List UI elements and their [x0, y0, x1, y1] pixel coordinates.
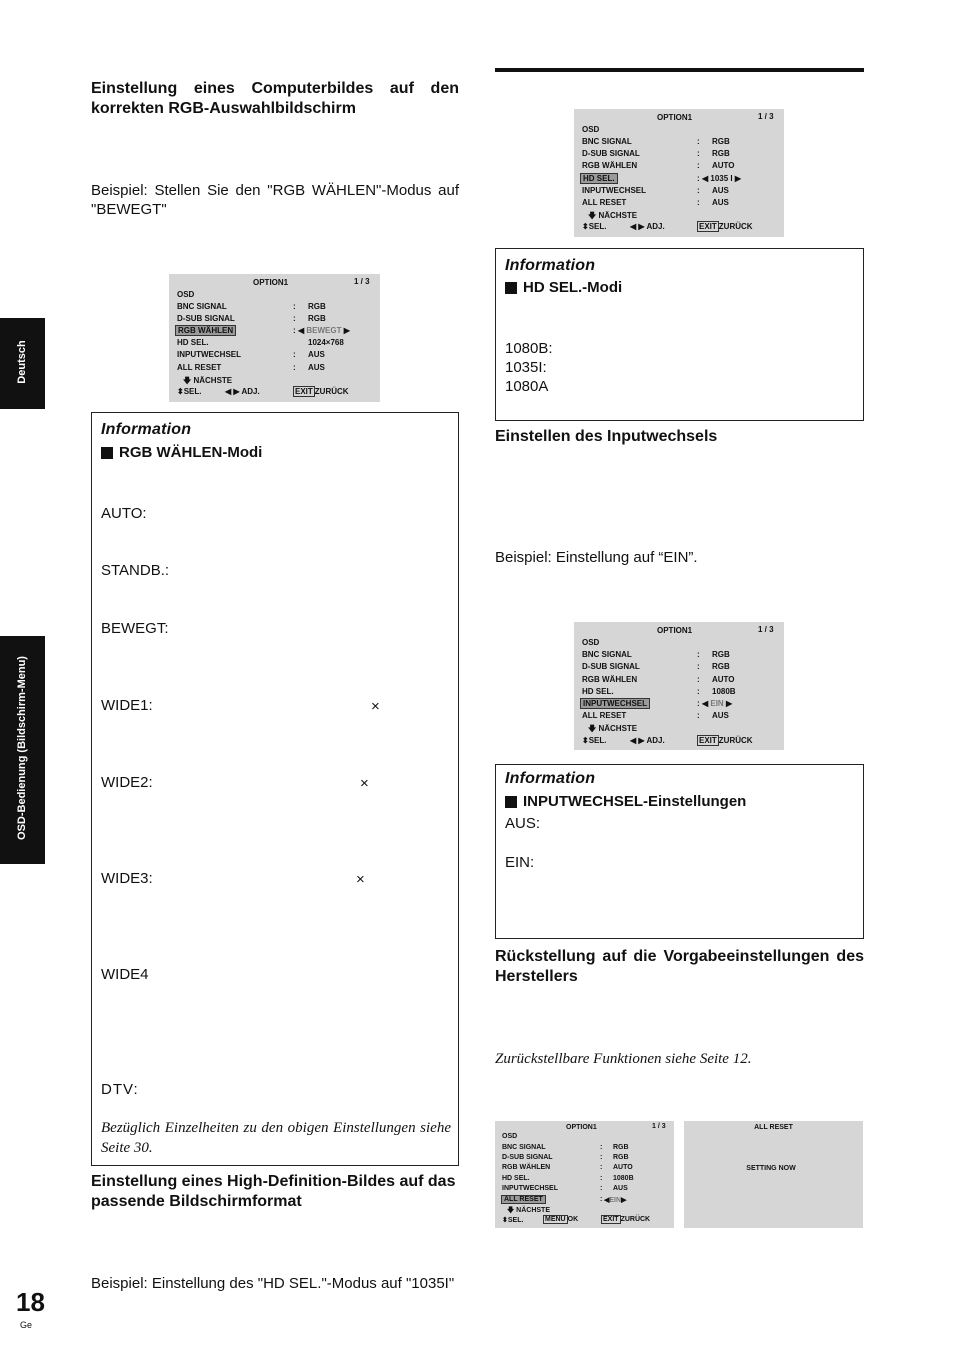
info-box-input-switch: [495, 764, 864, 939]
times-sign: ×: [360, 775, 369, 792]
heading-hd-select: Einstellung eines High-Definition-Bildes auf das passende Bildschirmformat: [91, 1173, 456, 1210]
osd-label: RGB WÄHLEN: [502, 1164, 551, 1171]
info-box-rgb-modes: [91, 412, 459, 1166]
osd-colon: :: [697, 662, 700, 671]
heading-factory-reset: Rückstellung auf die Vorgabeeinstellungen des Herstellers: [495, 948, 864, 985]
osd-colon: :: [697, 149, 700, 158]
osd-screen-input-switch: [574, 622, 784, 750]
osd-label-highlighted: INPUTWECHSEL: [580, 698, 650, 709]
osd-value: AUTO: [613, 1164, 633, 1171]
osd-label: OSD: [582, 638, 600, 647]
osd-colon: :: [697, 198, 700, 207]
osd-label-highlighted: RGB WÄHLEN: [175, 325, 236, 336]
osd-label: INPUTWECHSEL: [177, 350, 241, 359]
osd-value-adjust: ◀EIN▶: [604, 1197, 627, 1204]
osd-exit: EXIT ZURÜCK: [699, 736, 753, 745]
factory-reset-note: Zurückstellbare Funktionen siehe Seite 12.: [495, 1051, 752, 1067]
osd-value: AUS: [613, 1185, 628, 1192]
info-box-hd-modes: [495, 248, 864, 421]
square-bullet-icon: [101, 447, 113, 459]
osd-label: OSD: [177, 290, 195, 299]
osd-next: 🡇 NÄCHSTE: [588, 724, 638, 733]
osd-value-adjust: ◀ EIN ▶: [702, 699, 733, 708]
osd-value: RGB: [712, 137, 730, 146]
osd-value: 1080B: [712, 687, 736, 696]
osd-screen-hd-select: [574, 109, 784, 237]
osd-label: D-SUB SIGNAL: [177, 314, 235, 323]
osd-page: 1 / 3: [652, 1123, 666, 1130]
osd-next: 🡇 NÄCHSTE: [507, 1207, 550, 1214]
page-number: 18: [16, 1287, 45, 1317]
osd-exit: EXIT ZURÜCK: [603, 1216, 651, 1223]
osd-label-highlighted: ALL RESET: [501, 1195, 546, 1204]
osd-colon: :: [293, 314, 296, 323]
osd-sel: ⬍SEL.: [177, 387, 202, 396]
osd-label: ALL RESET: [582, 711, 627, 720]
section-tab-label: OSD-Bedienung (Bildschirm-Menu): [16, 656, 28, 840]
osd-colon: :: [600, 1144, 603, 1151]
osd-exit: EXIT ZURÜCK: [699, 222, 753, 231]
times-sign: ×: [371, 698, 380, 715]
heading-input-switch: Einstellen des Inputwechsels: [495, 428, 718, 445]
mode-dtv: DTV:: [101, 1081, 139, 1098]
osd-colon: :: [697, 186, 700, 195]
osd-label: OSD: [582, 125, 600, 134]
info-note: Bezüglich Einzelheiten zu den obigen Einstellungen siehe Seite 30.: [101, 1120, 451, 1156]
osd-label: D-SUB SIGNAL: [582, 662, 640, 671]
osd-colon: :: [600, 1164, 603, 1171]
osd-label: ALL RESET: [582, 198, 627, 207]
times-sign: ×: [356, 871, 365, 888]
osd-adj: ◀ ▶ ADJ.: [630, 222, 665, 231]
osd-label: RGB WÄHLEN: [582, 675, 638, 684]
osd-colon: :: [697, 675, 700, 684]
osd-label: OSD: [502, 1133, 518, 1140]
osd-value: AUTO: [712, 161, 735, 170]
example-hd-select: Beispiel: Einstellung des "HD SEL."-Modus auf "1035I": [91, 1275, 455, 1292]
mode-wide2: WIDE2:: [101, 774, 153, 791]
language-tab-label: Deutsch: [16, 340, 28, 384]
osd-value: 1024×768: [308, 338, 344, 347]
osd-title: OPTION1: [657, 626, 693, 635]
osd-value: AUS: [308, 350, 325, 359]
osd-label: D-SUB SIGNAL: [582, 149, 640, 158]
hd-mode-1080a: 1080A: [505, 378, 549, 395]
osd-value: 1080B: [613, 1175, 634, 1182]
mode-auto: AUTO:: [101, 505, 147, 522]
osd-colon: :: [293, 302, 296, 311]
osd-label: BNC SIGNAL: [582, 650, 632, 659]
osd-label: HD SEL.: [582, 687, 614, 696]
osd-screen-reset-progress: [684, 1121, 863, 1228]
osd-colon: :: [697, 687, 700, 696]
osd-colon: :: [600, 1154, 603, 1161]
osd-value-adjust: ◀ BEWEGT ▶: [298, 326, 350, 335]
info-subtitle: INPUTWECHSEL-Einstellungen: [505, 793, 746, 810]
osd-page: 1 / 3: [758, 625, 774, 634]
example-rgb-select: Beispiel: Stellen Sie den "RGB WÄHLEN"-Modus auf "BEWEGT": [91, 182, 459, 218]
osd-label: INPUTWECHSEL: [502, 1185, 558, 1192]
osd-colon: :: [697, 650, 700, 659]
osd-value: RGB: [613, 1154, 629, 1161]
osd-value: AUS: [308, 363, 325, 372]
osd-value: AUS: [712, 198, 729, 207]
hd-mode-1080b: 1080B:: [505, 340, 553, 357]
info-subtitle: HD SEL.-Modi: [505, 279, 622, 296]
osd-label: RGB WÄHLEN: [582, 161, 638, 170]
osd-value: RGB: [613, 1144, 629, 1151]
info-title: Information: [505, 770, 596, 787]
mode-standb: STANDB.:: [101, 562, 170, 579]
osd-label: HD SEL.: [177, 338, 209, 347]
osd-value: RGB: [712, 650, 730, 659]
heading-rgb-select: Einstellung eines Computerbildes auf den korrekten RGB-Auswahlbildschirm: [91, 80, 459, 117]
osd-screen-rgb-select: [169, 274, 380, 402]
osd-colon: :: [697, 161, 700, 170]
osd-colon: :: [697, 174, 700, 183]
osd-next: 🡇 NÄCHSTE: [588, 211, 638, 220]
square-bullet-icon: [505, 796, 517, 808]
osd-colon: :: [697, 699, 700, 708]
section-tab: [0, 636, 45, 864]
osd-label: INPUTWECHSEL: [582, 186, 646, 195]
square-bullet-icon: [505, 282, 517, 294]
osd-label: ALL RESET: [177, 363, 222, 372]
osd-sel: ⬍SEL.: [582, 222, 607, 231]
hd-mode-1035i: 1035I:: [505, 359, 547, 376]
osd-sel: ⬍SEL.: [582, 736, 607, 745]
osd-value-adjust: ◀ 1035 I ▶: [702, 174, 741, 183]
osd-label: BNC SIGNAL: [582, 137, 632, 146]
info-title: Information: [505, 257, 596, 274]
osd-colon: :: [697, 137, 700, 146]
osd-title: ALL RESET: [754, 1124, 793, 1131]
mode-bewegt: BEWEGT:: [101, 620, 169, 637]
osd-colon: :: [697, 711, 700, 720]
osd-colon: :: [293, 350, 296, 359]
osd-label: HD SEL.: [502, 1175, 530, 1182]
input-switch-aus: AUS:: [505, 815, 541, 832]
info-subtitle: RGB WÄHLEN-Modi: [101, 444, 262, 461]
osd-adj: ◀ ▶ ADJ.: [225, 387, 260, 396]
example-input-switch: Beispiel: Einstellung auf “EIN”.: [495, 549, 698, 566]
osd-label-highlighted: HD SEL.: [580, 173, 618, 184]
info-title: Information: [101, 421, 192, 438]
osd-value: AUS: [712, 186, 729, 195]
osd-label: BNC SIGNAL: [177, 302, 227, 311]
mode-wide1: WIDE1:: [101, 697, 153, 714]
osd-value: RGB: [712, 149, 730, 158]
language-tab: [0, 318, 45, 409]
osd-screen-all-reset: [495, 1121, 674, 1228]
mode-wide3: WIDE3:: [101, 870, 153, 887]
osd-value: RGB: [308, 302, 326, 311]
osd-status: SETTING NOW: [746, 1165, 796, 1172]
osd-colon: :: [293, 326, 296, 335]
osd-adj: ◀ ▶ ADJ.: [630, 736, 665, 745]
osd-colon: :: [600, 1196, 603, 1203]
osd-title: OPTION1: [566, 1124, 597, 1131]
osd-colon: :: [600, 1185, 603, 1192]
osd-value: AUTO: [712, 675, 735, 684]
osd-next: 🡇 NÄCHSTE: [183, 376, 233, 385]
osd-colon: :: [600, 1175, 603, 1182]
osd-page: 1 / 3: [758, 112, 774, 121]
input-switch-ein: EIN:: [505, 854, 535, 871]
osd-ok: MENU OK: [545, 1216, 579, 1223]
osd-colon: :: [293, 363, 296, 372]
osd-exit: EXIT ZURÜCK: [295, 387, 349, 396]
page-lang-code: Ge: [20, 1320, 33, 1330]
osd-sel: ⬍SEL.: [502, 1217, 524, 1224]
osd-page: 1 / 3: [354, 277, 370, 286]
osd-value: AUS: [712, 711, 729, 720]
osd-value: RGB: [308, 314, 326, 323]
osd-label: BNC SIGNAL: [502, 1144, 546, 1151]
osd-value: RGB: [712, 662, 730, 671]
mode-wide4: WIDE4: [101, 966, 149, 983]
top-rule: [495, 68, 864, 72]
osd-title: OPTION1: [253, 278, 289, 287]
osd-label: D-SUB SIGNAL: [502, 1154, 553, 1161]
osd-title: OPTION1: [657, 113, 693, 122]
